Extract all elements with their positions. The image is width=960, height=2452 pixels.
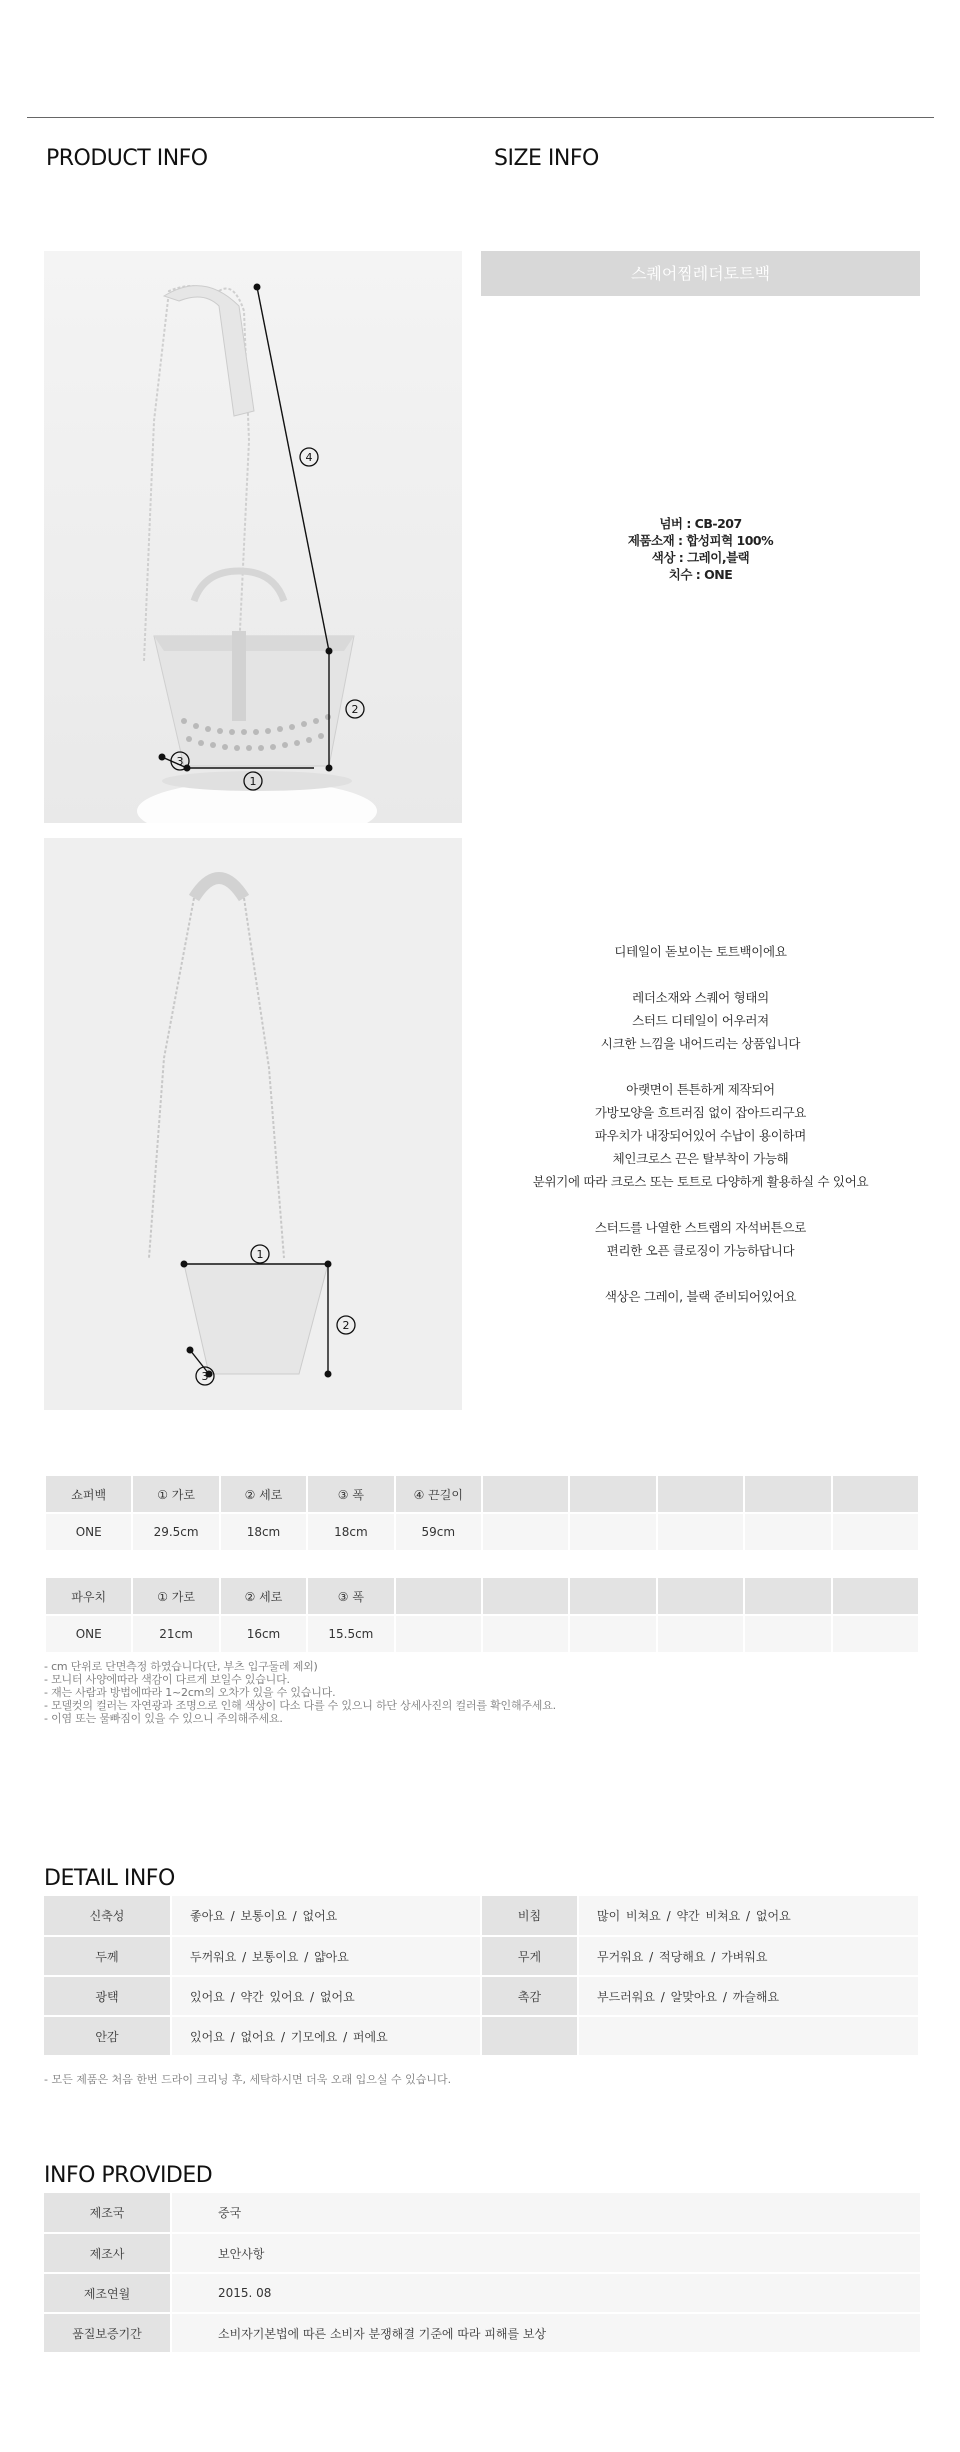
table-row: 제조사 보안사항 [44, 2233, 920, 2273]
info-provided-heading: INFO PROVIDED [44, 2163, 213, 2188]
spec-number: 넘버 : CB-207 [659, 516, 742, 531]
info-provided-table [44, 2193, 920, 2354]
svg-text:3: 3 [201, 1370, 209, 1383]
detail-info-table [44, 1896, 920, 2057]
table-row: 두께 두꺼워요 / 보통이요 / 얇아요 무게 무거워요 / 적당해요 / 가벼워요 [44, 1936, 919, 1976]
pouch-photo [44, 838, 462, 1410]
size-info-heading: SIZE INFO [494, 146, 599, 171]
table-row: 신축성 좋아요 / 보통이요 / 없어요 비침 많이 비쳐요 / 약간 비쳐요 / 없어요 [44, 1896, 919, 1936]
table-row: 품질보증기간 소비자기본법에 따른 소비자 분쟁해결 기준에 따라 피해를 보상 [44, 2313, 920, 2353]
size-table-header: 쇼퍼백 ① 가로 ② 세로 ③ 폭 ④ 끈길이 [45, 1475, 919, 1513]
size-table-header: 파우치 ① 가로 ② 세로 ③ 폭 [45, 1577, 919, 1615]
desc-paragraph: 레더소재와 스퀘어 형태의 스터드 디테일이 어우러져 시크한 느낌을 내어드리는 상품입니다 [600, 990, 801, 1051]
svg-text:3: 3 [176, 755, 184, 768]
pouch-size-table [44, 1576, 920, 1654]
table-row: ONE 29.5cm 18cm 18cm 59cm [45, 1513, 919, 1551]
spec-size: 치수 : ONE [668, 567, 733, 582]
product-spec [481, 515, 920, 583]
product-info-heading: PRODUCT INFO [46, 146, 208, 171]
top-divider [27, 117, 934, 118]
table-row: 안감 있어요 / 없어요 / 기모에요 / 퍼에요 [44, 2016, 919, 2056]
spec-color: 색상 : 그레이,블랙 [651, 550, 750, 565]
spec-material: 제품소재 : 합성피혁 100% [627, 533, 774, 548]
desc-paragraph: 아랫면이 튼튼하게 제작되어 가방모양을 흐트러짐 없이 잡아드리구요 파우치가 내장되어있어 수납이 용이하며 체인크로스 끈은 탈부착이 가능해 분위기에 따라 크로스 또는 토트로 다양하게 활용하실 수 있어요 [532, 1082, 869, 1189]
size-notes: - cm 단위로 단면측정 하였습니다(단, 부츠 입구둘레 제외) - 모니터 사양에따라 색감이 다르게 보일수 있습니다. - 재는 사람과 방법에따라 1~2cm의 오차가 있을 수 있습니다. - 모델컷의 컬러는 자연광과 조명으로 인해 색상이 다소 다를 수 있으니 하단 상세사진의 컬러를 확인해주세요. - 이염 또는 물빠짐이 있을 수 있으니 주의해주세요. [44, 1660, 556, 1725]
product-name-bar: 스퀘어찜레더토트백 [481, 251, 920, 296]
shopper-bag-photo [44, 251, 462, 823]
svg-text:2: 2 [342, 1319, 350, 1332]
desc-paragraph: 색상은 그레이, 블랙 준비되어있어요 [604, 1289, 797, 1304]
shopper-size-table [44, 1474, 920, 1552]
svg-text:4: 4 [305, 451, 313, 464]
detail-info-heading: DETAIL INFO [44, 1866, 175, 1891]
table-row: 광택 있어요 / 약간 있어요 / 없어요 촉감 부드러워요 / 알맞아요 / 까슬해요 [44, 1976, 919, 2016]
svg-text:2: 2 [351, 703, 359, 716]
product-description [481, 940, 920, 1308]
svg-text:1: 1 [256, 1248, 264, 1261]
desc-paragraph: 스터드를 나열한 스트랩의 자석버튼으로 편리한 오픈 클로징이 가능하답니다 [594, 1220, 807, 1258]
table-row: 제조연월 2015. 08 [44, 2273, 920, 2313]
table-row: ONE 21cm 16cm 15.5cm [45, 1615, 919, 1653]
table-row: 제조국 중국 [44, 2193, 920, 2233]
desc-paragraph: 디테일이 돋보이는 토트백이에요 [614, 944, 787, 959]
svg-text:1: 1 [249, 775, 257, 788]
detail-note: - 모든 제품은 처음 한번 드라이 크리닝 후, 세탁하시면 더욱 오래 입으실 수 있습니다. [44, 2073, 452, 2086]
